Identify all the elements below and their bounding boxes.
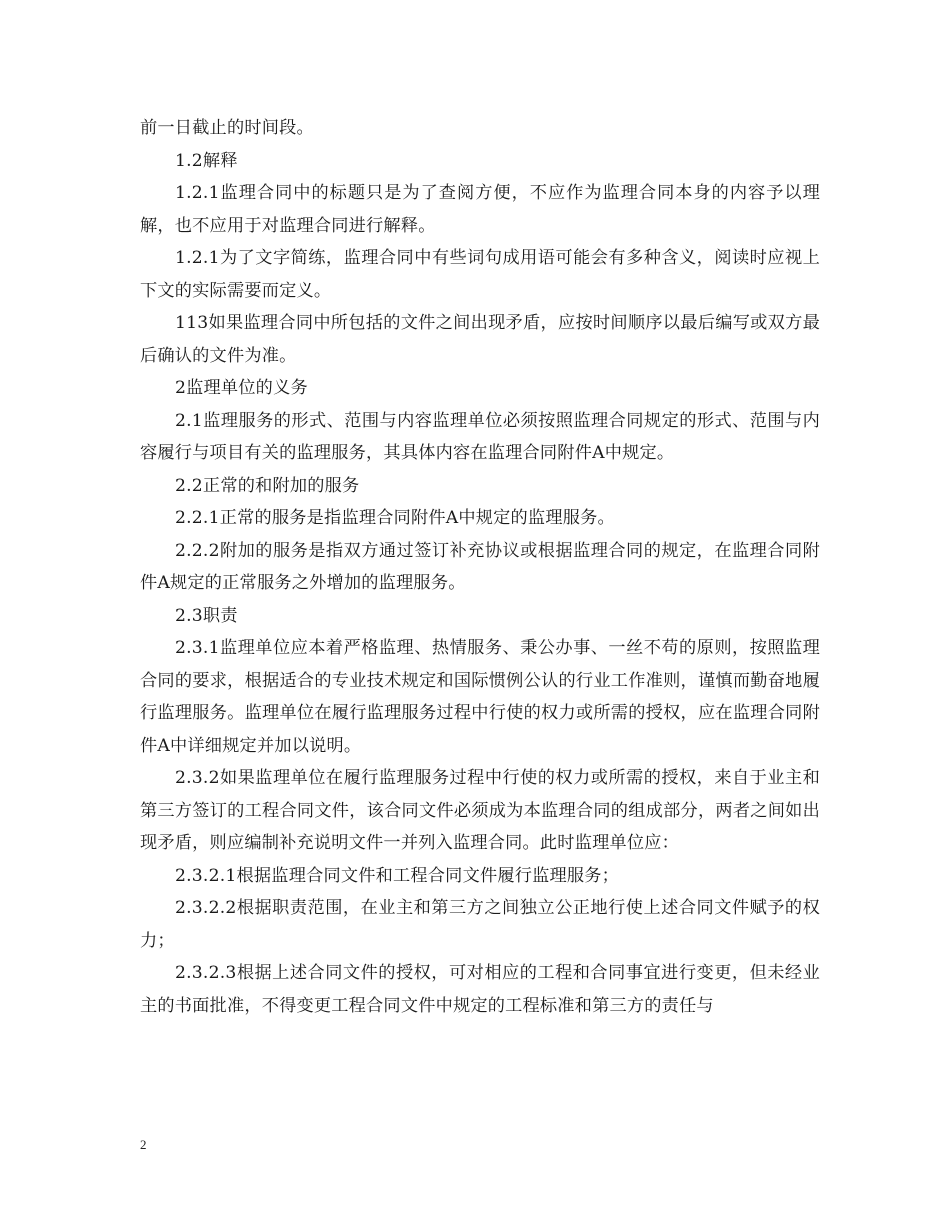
paragraph: 2.3.2如果监理单位在履行监理服务过程中行使的权力或所需的授权，来自于业主和第三方签订的工程合同文件，该合同文件必须成为本监理合同的组成部分，两者之间如出现矛盾，则应编制补充说明文件一并列入监理合同。此时监理单位应： bbox=[140, 768, 820, 853]
paragraph: 113如果监理合同中所包括的文件之间出现矛盾，应按时间顺序以最后编写或双方最后确认的文件为准。 bbox=[140, 313, 820, 366]
paragraph: 2.3.2.2根据职责范围，在业主和第三方之间独立公正地行使上述合同文件赋予的权力； bbox=[140, 898, 820, 951]
page-number: 2 bbox=[140, 1137, 147, 1152]
paragraph: 1.2.1监理合同中的标题只是为了查阅方便，不应作为监理合同本身的内容予以理解，也不应用于对监理合同进行解释。 bbox=[140, 183, 820, 236]
paragraph: 前一日截止的时间段。 bbox=[140, 118, 314, 138]
paragraph: 2.3.2.1根据监理合同文件和工程合同文件履行监理服务； bbox=[175, 865, 620, 886]
paragraph: 2.3.1监理单位应本着严格监理、热情服务、秉公办事、一丝不苟的原则，按照监理合同的要求，根据适合的专业技术规定和国际惯例公认的行业工作准则，谨慎而勤奋地履行监理服务。监理单位在履行监理服务过程中行使的权力或所需的授权，应在监理合同附件A中详细规定并加以说明。 bbox=[140, 638, 820, 756]
paragraph: 2.3.2.3根据上述合同文件的授权，可对相应的工程和合同事宜进行变更，但未经业主的书面批准，不得变更工程合同文件中规定的工程标准和第三方的责任与 bbox=[140, 963, 820, 1016]
paragraph: 2.1监理服务的形式、范围与内容监理单位必须按照监理合同规定的形式、范围与内容履行与项目有关的监理服务，其具体内容在监理合同附件A中规定。 bbox=[140, 410, 820, 463]
section-heading: 1.2解释 bbox=[175, 150, 238, 171]
section-heading: 2.3职责 bbox=[175, 605, 238, 626]
paragraph: 1.2.1为了文字简练，监理合同中有些词句成用语可能会有多种含义，阅读时应视上下文的实际需要而定义。 bbox=[140, 248, 820, 301]
section-heading: 2.2正常的和附加的服务 bbox=[175, 475, 360, 496]
paragraph: 2.2.2附加的服务是指双方通过签订补充协议或根据监理合同的规定，在监理合同附件A规定的正常服务之外增加的监理服务。 bbox=[140, 540, 820, 593]
document-body bbox=[140, 112, 820, 1022]
section-heading: 2监理单位的义务 bbox=[175, 378, 308, 398]
paragraph: 2.2.1正常的服务是指监理合同附件A中规定的监理服务。 bbox=[175, 508, 615, 528]
